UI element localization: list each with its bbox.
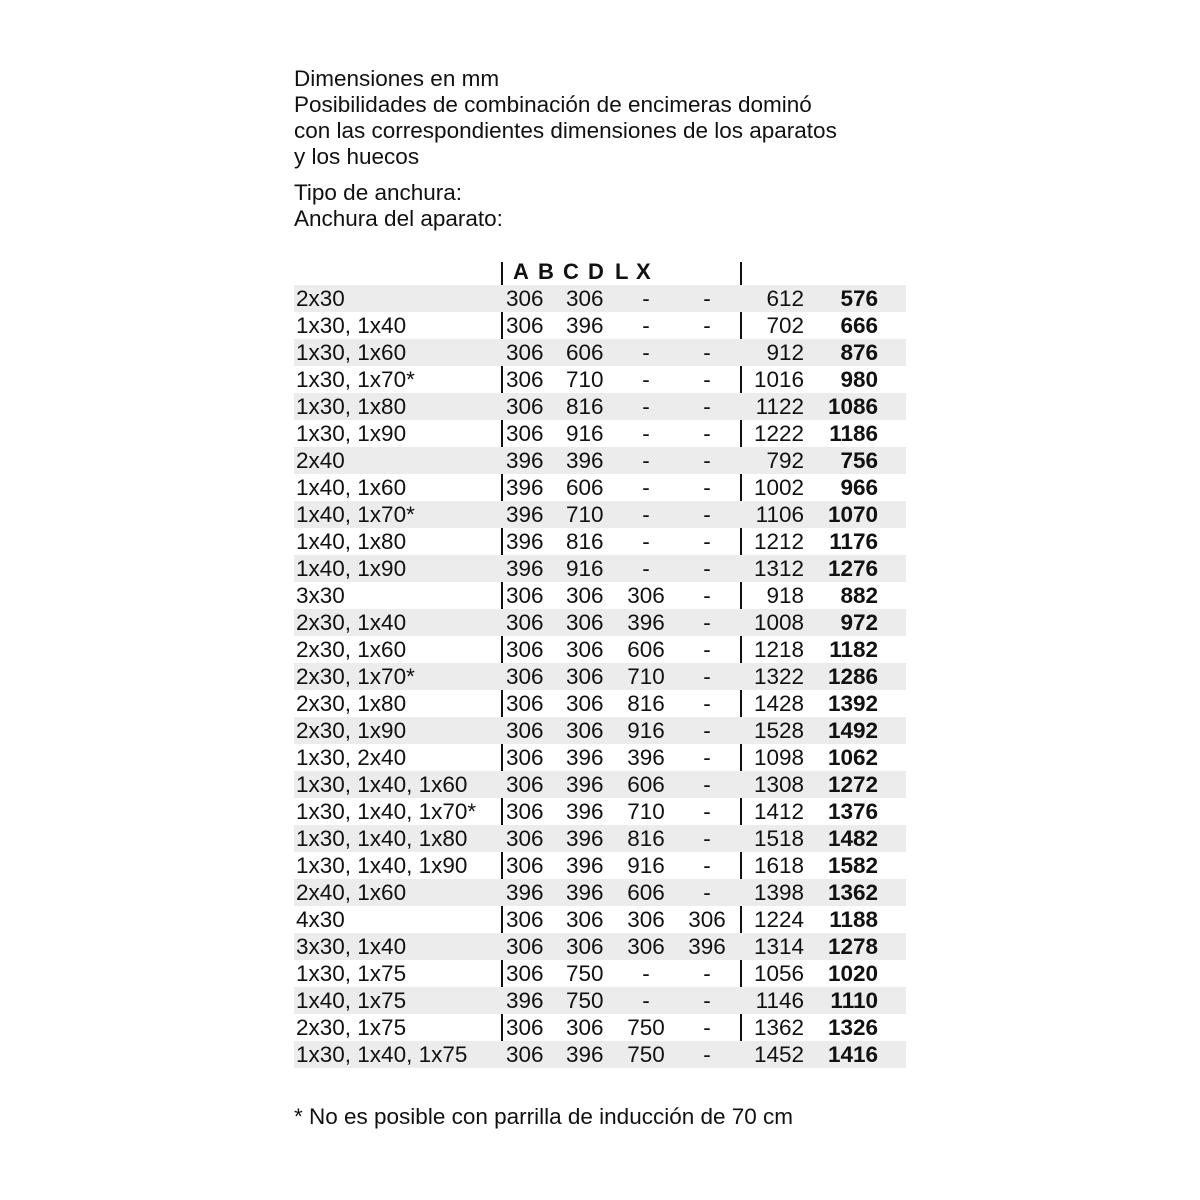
table-row	[294, 852, 906, 879]
cell-a: 306	[506, 637, 544, 662]
header-b: B	[538, 259, 554, 284]
cell-d: -	[703, 772, 711, 797]
cell-b: 396	[566, 313, 604, 338]
cell-c: -	[642, 340, 650, 365]
cell-c: 750	[627, 1015, 665, 1040]
header-a: A	[513, 259, 529, 284]
cell-b: 396	[566, 772, 604, 797]
intro-line: con las correspondientes dimensiones de los aparatos	[294, 118, 837, 143]
cell-cutout-width: 876	[840, 340, 878, 365]
cell-cutout-width: 980	[840, 367, 878, 392]
table-row	[294, 339, 906, 366]
cell-b: 396	[566, 880, 604, 905]
cell-appliance-width: 1146	[755, 988, 804, 1013]
cell-d: -	[703, 988, 711, 1013]
cell-b: 306	[566, 691, 604, 716]
cell-appliance-width: 1362	[753, 1015, 804, 1040]
cell-d: -	[703, 799, 711, 824]
footnote: * No es posible con parrilla de inducción de 70 cm	[294, 1104, 794, 1129]
cell-appliance-width: 612	[766, 286, 804, 311]
cell-appliance-width: 1308	[753, 772, 804, 797]
table-body	[294, 285, 906, 1068]
cell-cutout-width: 1062	[827, 745, 878, 770]
cell-a: 306	[506, 421, 544, 446]
cell-d: -	[703, 880, 711, 905]
table-row	[294, 906, 906, 933]
cell-a: 396	[506, 475, 544, 500]
table-row	[294, 393, 906, 420]
cell-appliance-width: 1106	[755, 502, 804, 527]
cell-c: -	[642, 448, 650, 473]
table-row	[294, 879, 906, 906]
cell-d: -	[703, 394, 711, 419]
cell-c: 396	[627, 610, 665, 635]
cell-c: 750	[627, 1042, 665, 1067]
cell-cutout-width: 1326	[827, 1015, 878, 1040]
cell-cutout-width: 1492	[827, 718, 878, 743]
cell-c: 916	[627, 718, 665, 743]
table-row	[294, 312, 906, 339]
cell-b: 606	[566, 340, 604, 365]
cell-d: -	[703, 367, 711, 392]
row-combination: 1x30, 2x40	[296, 745, 407, 770]
cell-b: 396	[566, 745, 604, 770]
cell-b: 306	[566, 583, 604, 608]
cell-a: 306	[506, 853, 544, 878]
cell-cutout-width: 1376	[827, 799, 878, 824]
cell-appliance-width: 1016	[753, 367, 804, 392]
cell-b: 816	[566, 529, 604, 554]
row-combination: 1x30, 1x40, 1x60	[296, 772, 468, 797]
cell-c: -	[642, 475, 650, 500]
cell-appliance-width: 1098	[753, 745, 804, 770]
cell-b: 396	[566, 853, 604, 878]
cell-d: -	[703, 313, 711, 338]
row-combination: 1x30, 1x40	[296, 313, 407, 338]
cell-cutout-width: 1070	[827, 502, 878, 527]
cell-d: -	[703, 583, 711, 608]
table-row	[294, 798, 906, 825]
cell-cutout-width: 1362	[827, 880, 878, 905]
cell-appliance-width: 1412	[753, 799, 804, 824]
cell-d: -	[703, 745, 711, 770]
cell-a: 396	[506, 988, 544, 1013]
cell-d: -	[703, 853, 711, 878]
row-combination: 1x30, 1x40, 1x90	[296, 853, 468, 878]
cell-appliance-width: 1008	[753, 610, 804, 635]
intro-text	[294, 66, 837, 232]
cell-b: 306	[566, 907, 604, 932]
cell-appliance-width: 1398	[753, 880, 804, 905]
cell-appliance-width: 1314	[753, 934, 804, 959]
cell-b: 396	[566, 448, 604, 473]
table-row	[294, 1014, 906, 1041]
intro-line: Dimensiones en mm	[294, 66, 500, 91]
cell-cutout-width: 1278	[827, 934, 878, 959]
cell-d: -	[703, 691, 711, 716]
cell-appliance-width: 1056	[753, 961, 804, 986]
row-combination: 2x30, 1x70*	[296, 664, 415, 689]
cell-cutout-width: 1286	[827, 664, 878, 689]
cell-c: 606	[627, 880, 665, 905]
cell-a: 306	[506, 745, 544, 770]
cell-b: 750	[566, 961, 604, 986]
row-combination: 1x30, 1x40, 1x80	[296, 826, 468, 851]
cell-a: 306	[506, 1015, 544, 1040]
row-combination: 1x30, 1x80	[296, 394, 407, 419]
cell-c: 916	[627, 853, 665, 878]
table-row	[294, 933, 906, 960]
cell-c: 710	[627, 799, 665, 824]
cell-d: -	[703, 961, 711, 986]
cell-appliance-width: 1528	[753, 718, 804, 743]
cell-a: 306	[506, 772, 544, 797]
row-combination: 2x30, 1x90	[296, 718, 407, 743]
table-row	[294, 744, 906, 771]
row-combination: 4x30	[296, 907, 345, 932]
cell-cutout-width: 1176	[829, 529, 878, 554]
cell-b: 306	[566, 718, 604, 743]
table-row	[294, 285, 906, 312]
header-l: L	[615, 259, 629, 284]
row-combination: 2x30	[296, 286, 345, 311]
table-row	[294, 555, 906, 582]
cell-cutout-width: 882	[840, 583, 878, 608]
table-row	[294, 717, 906, 744]
cell-a: 306	[506, 907, 544, 932]
table-row	[294, 1041, 906, 1068]
cell-c: -	[642, 394, 650, 419]
cell-b: 306	[566, 1015, 604, 1040]
cell-c: -	[642, 286, 650, 311]
cell-cutout-width: 1110	[830, 988, 878, 1013]
row-combination: 1x30, 1x60	[296, 340, 407, 365]
table-row	[294, 366, 906, 393]
cell-b: 306	[566, 637, 604, 662]
cell-cutout-width: 1188	[829, 907, 878, 932]
table-row	[294, 474, 906, 501]
cell-d: -	[703, 556, 711, 581]
cell-cutout-width: 666	[840, 313, 878, 338]
cell-cutout-width: 972	[840, 610, 878, 635]
cell-a: 306	[506, 286, 544, 311]
cell-a: 306	[506, 718, 544, 743]
cell-cutout-width: 576	[840, 286, 878, 311]
cell-cutout-width: 1182	[829, 637, 878, 662]
cell-d: -	[703, 421, 711, 446]
cell-b: 816	[566, 394, 604, 419]
cell-b: 396	[566, 1042, 604, 1067]
cell-d: -	[703, 610, 711, 635]
cell-b: 606	[566, 475, 604, 500]
cell-b: 750	[566, 988, 604, 1013]
cell-a: 306	[506, 394, 544, 419]
table-row	[294, 582, 906, 609]
row-combination: 1x30, 1x40, 1x70*	[296, 799, 477, 824]
cell-a: 306	[506, 664, 544, 689]
width-type-label: Tipo de anchura:	[294, 180, 463, 205]
cell-appliance-width: 702	[766, 313, 804, 338]
header-c: C	[563, 259, 579, 284]
cell-a: 306	[506, 826, 544, 851]
row-combination: 2x40, 1x60	[296, 880, 407, 905]
cell-cutout-width: 1582	[827, 853, 878, 878]
cell-a: 306	[506, 934, 544, 959]
cell-a: 306	[506, 799, 544, 824]
cell-appliance-width: 1224	[753, 907, 804, 932]
intro-gap	[294, 170, 837, 180]
cell-a: 306	[506, 610, 544, 635]
cell-cutout-width: 1086	[827, 394, 878, 419]
cell-c: -	[642, 556, 650, 581]
row-combination: 2x30, 1x40	[296, 610, 407, 635]
cell-a: 306	[506, 961, 544, 986]
row-combination: 1x30, 1x40, 1x75	[296, 1042, 468, 1067]
cell-c: -	[642, 502, 650, 527]
cell-appliance-width: 1218	[753, 637, 804, 662]
row-combination: 1x30, 1x75	[296, 961, 407, 986]
cell-appliance-width: 912	[766, 340, 804, 365]
cell-c: 710	[627, 664, 665, 689]
cell-cutout-width: 1416	[827, 1042, 878, 1067]
table-row	[294, 528, 906, 555]
combination-table	[294, 258, 906, 1068]
row-combination: 1x40, 1x70*	[296, 502, 415, 527]
cell-appliance-width: 1312	[753, 556, 804, 581]
cell-c: -	[642, 313, 650, 338]
cell-c: -	[642, 961, 650, 986]
cell-appliance-width: 1618	[753, 853, 804, 878]
table-row	[294, 771, 906, 798]
cell-cutout-width: 1020	[827, 961, 878, 986]
cell-cutout-width: 756	[840, 448, 878, 473]
cell-appliance-width: 1002	[753, 475, 804, 500]
cell-a: 306	[506, 691, 544, 716]
table-row	[294, 987, 906, 1014]
cell-appliance-width: 1518	[753, 826, 804, 851]
row-combination: 1x40, 1x60	[296, 475, 407, 500]
cell-b: 396	[566, 799, 604, 824]
cell-a: 306	[506, 583, 544, 608]
cell-d: 396	[688, 934, 726, 959]
cell-d: -	[703, 826, 711, 851]
cell-b: 306	[566, 934, 604, 959]
cell-b: 710	[566, 502, 604, 527]
table-row	[294, 609, 906, 636]
cell-a: 306	[506, 1042, 544, 1067]
cell-b: 306	[566, 286, 604, 311]
cell-appliance-width: 1222	[753, 421, 804, 446]
cell-a: 396	[506, 556, 544, 581]
cell-b: 306	[566, 610, 604, 635]
table-row	[294, 447, 906, 474]
cell-c: 816	[627, 691, 665, 716]
cell-b: 916	[566, 421, 604, 446]
cell-d: -	[703, 664, 711, 689]
cell-cutout-width: 1392	[827, 691, 878, 716]
cell-d: -	[703, 529, 711, 554]
cell-d: -	[703, 475, 711, 500]
cell-b: 396	[566, 826, 604, 851]
cell-c: -	[642, 421, 650, 446]
cell-cutout-width: 1186	[829, 421, 878, 446]
cell-appliance-width: 1322	[753, 664, 804, 689]
cell-c: 816	[627, 826, 665, 851]
cell-d: -	[703, 637, 711, 662]
row-combination: 1x40, 1x90	[296, 556, 407, 581]
cell-a: 396	[506, 502, 544, 527]
cell-a: 396	[506, 529, 544, 554]
cell-cutout-width: 966	[840, 475, 878, 500]
header-d: D	[588, 259, 604, 284]
cell-a: 306	[506, 340, 544, 365]
cell-c: -	[642, 988, 650, 1013]
appliance-width-label: Anchura del aparato:	[294, 206, 503, 231]
table-row	[294, 501, 906, 528]
cell-appliance-width: 1122	[755, 394, 804, 419]
cell-b: 916	[566, 556, 604, 581]
cell-a: 306	[506, 313, 544, 338]
row-combination: 2x40	[296, 448, 345, 473]
cell-d: -	[703, 448, 711, 473]
cell-c: -	[642, 367, 650, 392]
header-x: X	[636, 259, 651, 284]
cell-appliance-width: 1428	[753, 691, 804, 716]
cell-a: 396	[506, 880, 544, 905]
table-row	[294, 420, 906, 447]
cell-c: 606	[627, 637, 665, 662]
row-combination: 1x30, 1x90	[296, 421, 407, 446]
cell-appliance-width: 918	[766, 583, 804, 608]
table-row	[294, 636, 906, 663]
cell-appliance-width: 1452	[753, 1042, 804, 1067]
cell-appliance-width: 1212	[753, 529, 804, 554]
cell-a: 306	[506, 367, 544, 392]
row-combination: 1x30, 1x70*	[296, 367, 415, 392]
cell-appliance-width: 792	[766, 448, 804, 473]
row-combination: 1x40, 1x75	[296, 988, 407, 1013]
cell-cutout-width: 1272	[827, 772, 878, 797]
row-combination: 1x40, 1x80	[296, 529, 407, 554]
intro-line: Posibilidades de combinación de encimeras dominó	[294, 92, 812, 117]
row-combination: 2x30, 1x60	[296, 637, 407, 662]
cell-c: 306	[627, 934, 665, 959]
cell-d: -	[703, 718, 711, 743]
cell-d: -	[703, 340, 711, 365]
row-combination: 3x30, 1x40	[296, 934, 407, 959]
cell-b: 306	[566, 664, 604, 689]
cell-cutout-width: 1482	[827, 826, 878, 851]
cell-cutout-width: 1276	[827, 556, 878, 581]
cell-d: 306	[688, 907, 726, 932]
cell-d: -	[703, 286, 711, 311]
table-row	[294, 825, 906, 852]
cell-d: -	[703, 1015, 711, 1040]
row-combination: 2x30, 1x75	[296, 1015, 407, 1040]
cell-c: -	[642, 529, 650, 554]
cell-c: 306	[627, 583, 665, 608]
cell-a: 396	[506, 448, 544, 473]
intro-line: y los huecos	[294, 144, 420, 169]
table-header	[294, 258, 906, 285]
table-row	[294, 663, 906, 690]
table-row	[294, 960, 906, 987]
cell-b: 710	[566, 367, 604, 392]
cell-c: 606	[627, 772, 665, 797]
row-combination: 3x30	[296, 583, 345, 608]
cell-c: 396	[627, 745, 665, 770]
cell-c: 306	[627, 907, 665, 932]
row-combination: 2x30, 1x80	[296, 691, 407, 716]
cell-d: -	[703, 502, 711, 527]
cell-d: -	[703, 1042, 711, 1067]
table-row	[294, 690, 906, 717]
